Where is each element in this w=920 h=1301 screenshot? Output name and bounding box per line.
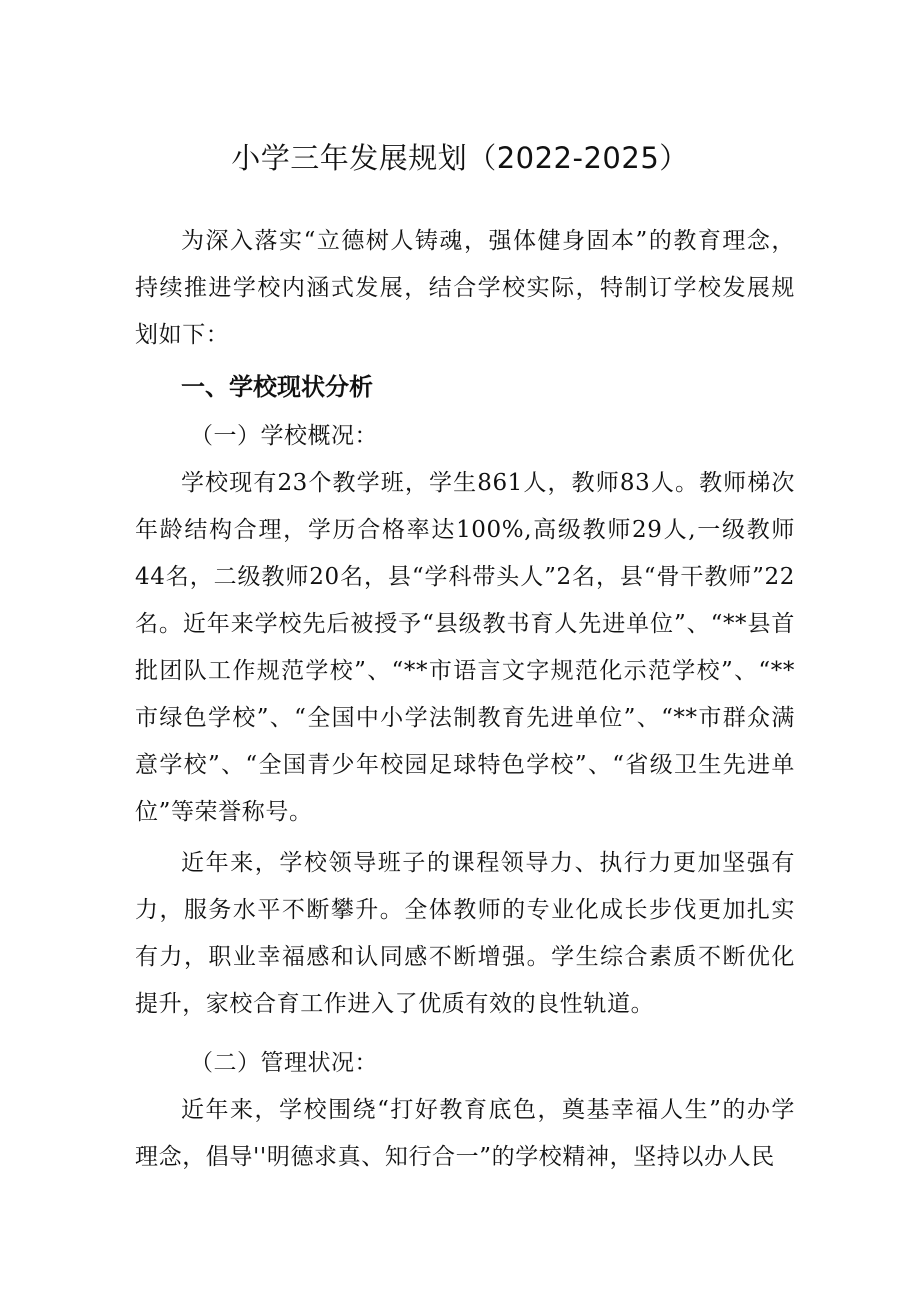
recent-development-paragraph: 近年来，学校领导班子的课程领导力、执行力更加坚强有力，服务水平不断攀升。全体教师的专业化成长步伐更加扎实有力，职业幸福感和认同感不断增强。学生综合素质不断优化提升，家校合育工作进入了优质有效的良性轨道。	[135, 850, 795, 1017]
subsection-heading-school-overview: （一）学校概况：	[190, 423, 378, 449]
intro-paragraph: 为深入落实“立德树人铸魂，强体健身固本”的教育理念，持续推进学校内涵式发展，结合学校实际，特制订学校发展规划如下：	[135, 228, 795, 348]
intro-paragraph-block	[135, 218, 795, 359]
management-status-paragraph: 近年来，学校围绕“打好教育底色，奠基幸福人生”的办学理念，倡导''明德求真、知行合一”的学校精神，坚持以办人民	[135, 1097, 795, 1170]
section-heading-status-analysis: 一、学校现状分析	[181, 373, 373, 401]
document-title: 小学三年发展规划（2022-2025）	[231, 141, 689, 175]
management-status-block	[135, 1087, 795, 1181]
subsection-heading-management-status: （二）管理状况：	[190, 1050, 378, 1076]
school-overview-block	[135, 460, 795, 1028]
school-overview-paragraph: 学校现有23个教学班，学生861人，教师83人。教师梯次年龄结构合理，学历合格率达100%,高级教师29人,一级教师44名，二级教师20名，县“学科带头人”2名，县“骨干教师”22名。近年来学校先后被授予“县级教书育人先进单位”、“**县首批团队工作规范学校”、“**市语言文字规范化示范学校”、“**市绿色学校”、“全国中小学法制教育先进单位”、“**市群众满意学校”、“全国青少年校园足球特色学校”、“省级卫生先进单位”等荣誉称号。	[135, 470, 795, 825]
